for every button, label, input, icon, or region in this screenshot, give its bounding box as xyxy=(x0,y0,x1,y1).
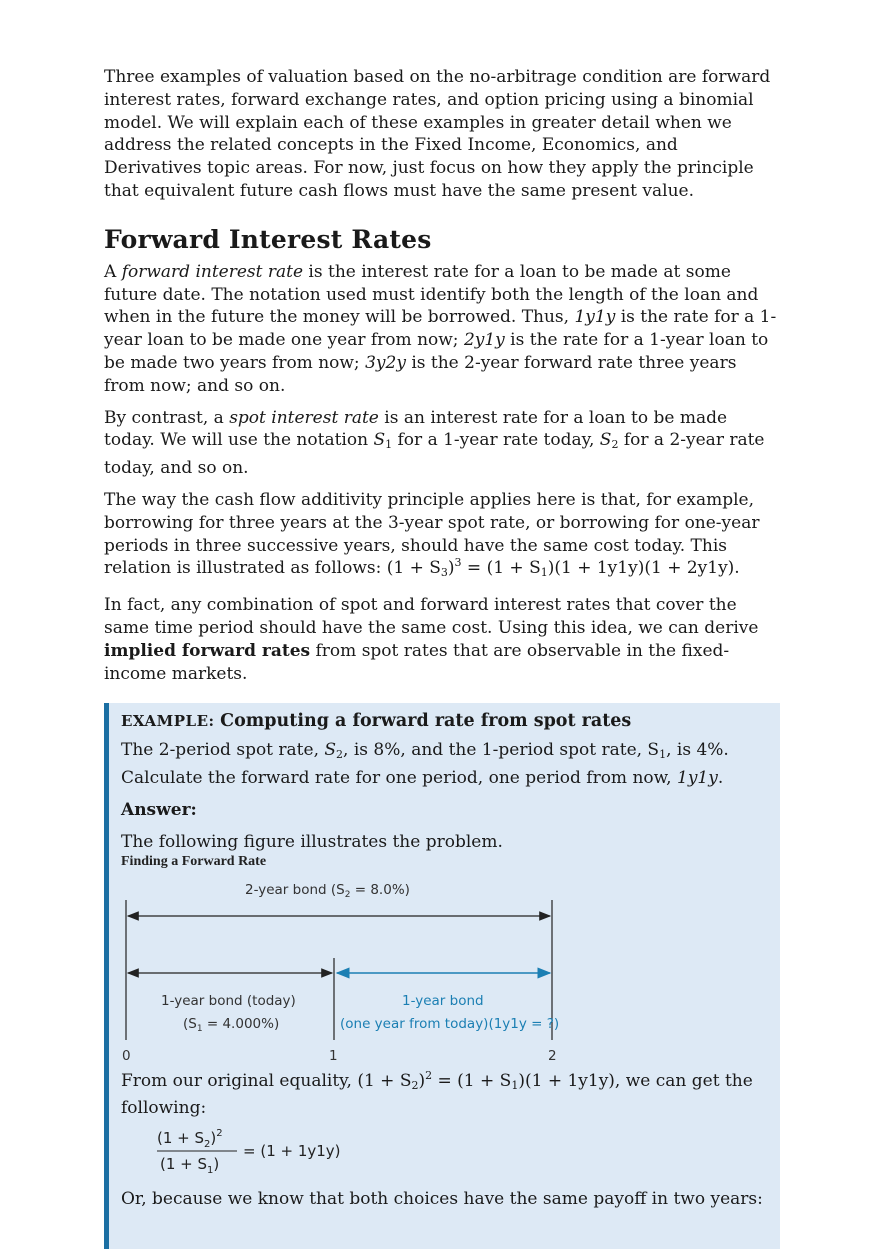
formula-graphic xyxy=(155,1126,355,1176)
section-heading: Forward Interest Rates xyxy=(104,224,432,254)
tick-label-2: 2 xyxy=(548,1047,557,1060)
example-question: The 2-period spot rate, $S_2$, is 8%, and the 1-period spot rate, $S_1$, is 4%. Calculate the forward rate for one period, one period from now, 1y1y. xyxy=(121,740,729,789)
equality-paragraph: From our original equality, $(1 + S_2)^2 = (1 + S_1)(1 + 1y1y)$, we can get the following: xyxy=(121,1068,753,1119)
figure-title: Finding a Forward Rate xyxy=(121,853,267,869)
example-heading: EXAMPLE: Computing a forward rate from spot rates xyxy=(121,711,632,732)
spot-rate-paragraph: By contrast, a spot interest rate is an interest rate for a loan to be made today. We will use the notation $S_1$ for a 1-year rate today, $S_2$ for a 2-year rate today, and so on. xyxy=(104,407,765,479)
forward-bond-label: 1-year bond xyxy=(402,992,484,1009)
page-content xyxy=(104,66,780,1249)
timeline-diagram xyxy=(121,870,571,1060)
term-spot-interest-rate: spot interest rate xyxy=(229,407,379,428)
one-year-bond-label: 1-year bond (today) xyxy=(161,992,296,1009)
payoff-paragraph: Or, because we know that both choices have the same payoff in two years: xyxy=(121,1189,763,1210)
figure-intro: The following figure illustrates the problem. xyxy=(121,831,503,852)
forward-rate-figure xyxy=(121,854,770,1064)
svg-text:(1 + S2)2: $(1 + S_2)^2$ xyxy=(157,1128,223,1151)
intro-paragraph: Three examples of valuation based on the no-arbitrage condition are forward interest rates, forward exchange rates, and option pricing using a binomial model. We will explain each of these examples in greater detail when we address the related concepts in the Fixed Income, Economics, and Derivatives topic areas. For now, just focus on how they apply the principle that equivalent future cash flows must have the same present value. xyxy=(104,67,771,201)
svg-text:= (1 + 1y1y): = (1 + 1y1y) xyxy=(243,1142,341,1161)
two-year-bond-label: 2-year bond $(S_2 = 8.0\%)$ xyxy=(245,881,410,900)
forward-rate-paragraph: A forward interest rate is the interest rate for a loan to be made at some future date. The notation used must identify both the length of the loan and when in the future the money will be borrowed. Thus, 1y1y is the rate for a 1-year loan to be made one year from now; 2y1y is the rate for a 1-year loan to be made two years from now; 3y2y is the 2-year forward rate three years from now; and so on. xyxy=(104,261,777,396)
forward-rate-formula xyxy=(155,1126,770,1180)
answer-label: Answer: xyxy=(121,799,197,820)
tick-label-1: 1 xyxy=(329,1047,338,1060)
one-year-bond-rate: $(S_1 = 4.000\%)$ xyxy=(183,1015,280,1034)
term-implied-forward-rates: implied forward rates xyxy=(104,640,311,661)
forward-bond-detail: (one year from today)(1y1y = ?) xyxy=(340,1015,560,1032)
implied-forward-paragraph: In fact, any combination of spot and forward interest rates that cover the same time period should have the same cost. Using this idea, we can derive implied forward rates from spot rates that are observable in the fixed-income markets. xyxy=(104,595,759,684)
tick-label-0: 0 xyxy=(122,1047,131,1060)
additivity-paragraph: The way the cash flow additivity principle applies here is that, for example, borrowing for three years at the 3-year spot rate, or borrowing for one-year periods in three successive years, should have the same cost today. This relation is illustrated as follows: $(1 + S_3)^3 = (1 + S_1)(1 + 1y1y)(1 + 2y1y)$. xyxy=(104,489,760,580)
svg-text:(1 + S1): $(1 + S_1)$ xyxy=(160,1155,220,1177)
example-box xyxy=(104,703,780,1249)
term-forward-interest-rate: forward interest rate xyxy=(121,261,304,282)
